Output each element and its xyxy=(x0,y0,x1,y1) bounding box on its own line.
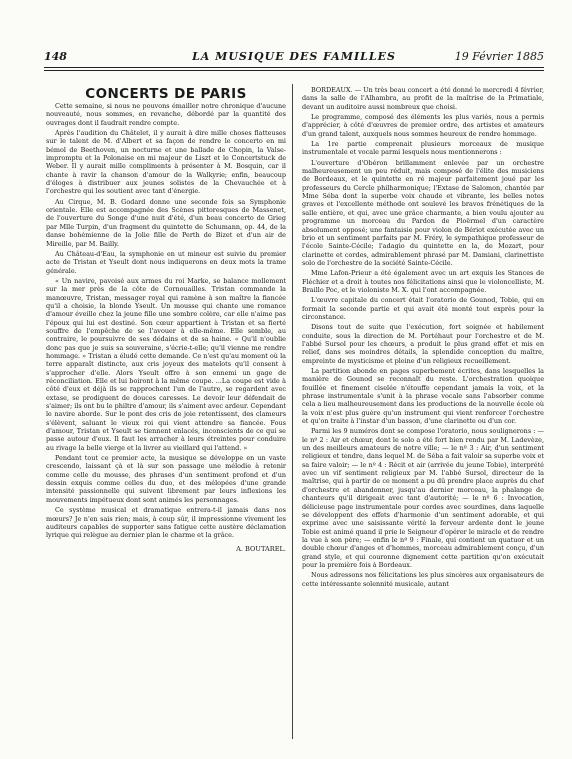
issue-date: 19 Février 1885 xyxy=(454,50,544,63)
article-heading: CONCERTS DE PARIS xyxy=(85,86,247,102)
journal-title: LA MUSIQUE DES FAMILLES xyxy=(192,50,396,63)
page-number: 148 xyxy=(44,50,67,63)
paragraph: Cette semaine, si nous ne pouvons émailler notre chronique d'aucune nouveauté, nous sommes, en revanche, débordé par la quantité des ouvrages dont il faudrait rendre compte. xyxy=(46,102,286,127)
header-rule-bottom xyxy=(44,70,544,71)
right-column xyxy=(302,86,544,736)
page-header xyxy=(44,50,544,66)
author-signature: A. BOUTAREL. xyxy=(236,544,286,553)
paragraph: L'œuvre capitale du concert était l'oratorio de Gounod, Tobie, qui en formait la seconde partie et qui avait été monté tout exprès pour la circonstance. xyxy=(302,296,544,321)
paragraph: Mme Lafon-Prieur a été également avec un art exquis les Stances de Fléchier et a droit à toutes nos félicitations ainsi que le violoncelliste, M. Braillo Poc, et le violoniste M. X. qui l'ont accompagnée. xyxy=(302,269,544,294)
paragraph: Le programme, composé des éléments les plus variés, nous a permis d'apprécier, à côté d'œuvres de premier ordre, des artistes et amateurs d'un grand talent, auxquels nous sommes heureux de rendre hommage. xyxy=(302,113,544,138)
paragraph: Après l'audition du Châtelet, il y aurait à dire mille choses flatteuses sur le talent de M. d'Albert et sa façon de rendre le concerto en mi bémol de Beethoven, un nocturne et une ballade de Chopin, la Valse-impromptu et la Polonaise en mi majeur de Liszt et le Concertstuck de Weber. Il y aurait mille compliments à présenter à M. Bosquin, car il chante à ravir la chanson d'amour de la Walkyrie; enfin, beaucoup d'éloges à distribuer aux jeunes solistes de la Chevauchée et à l'orchestre qui les soutient avec tant d'énergie. xyxy=(46,129,286,196)
left-column xyxy=(46,86,286,736)
paragraph: La 1re partie comprenait plusieurs morceaux de musique instrumentale et vocale parmi lesquels nous mentionnerons : xyxy=(302,140,544,157)
paragraph: « Un navire, pavoisé aux armes du roi Marke, se balance mollement sur la mer près de la côte de Cornouailles. Tristan commande la manœuvre, Tristan, messager royal qui ramène à son maître la fiancée qu'il a choisie, la blonde Yseult. Un mousse qui chante une romance d'amour éveille chez la jeune fille une sombre colère, car elle n'aime pas l'époux qui lui est destiné. Son cœur appartient à Tristan et sa fierté souffre de l'empêche de se l'avouer à elle-même. Elle semble, au contraire, le poursuivre de ses dédains et de sa haine. « Qu'il n'oublie donc pas que je suis sa souveraine, s'écrie-t-elle; qu'il vienne me rendre hommage. » Tristan a éludé cette demande. Ce n'est qu'au moment où la terre apparaît distincte, aux cris joyeux des matelots qu'il consent à s'approcher d'elle. Alors Yseult offre à son ennemi un gage de réconciliation. Elle et lui boiront à la même coupe. ...La coupe est vide à côté d'eux et déjà ils se rapprochent l'un de l'autre, se regardent avec extase, se prodiguent de douces caresses. Le devoir leur défendait de s'aimer; ils ont bu le philtre d'amour, ils s'aiment avec ardeur. Cependant le navire aborde. Sur le pont des cris de joie retentissent, des clameurs s'élèvent, saluant le vieux roi qui vient attendre sa fiancée. Fous d'amour, Tristan et Yseult se tiennent enlacés, inconscients de ce qui se passe autour d'eux. Il faut les arracher à leurs étreintes pour conduire au rivage la belle vierge et la livrer au vieillard qui l'attend. » xyxy=(46,276,286,452)
paragraph: L'ouverture d'Obéron brillamment enlevée par un orchestre malheureusement un peu réduit, mais composé de l'élite des musiciens de Bordeaux, et le quintette en ré majeur parfaitement joué par les professeurs du Cercle philharmonique; l'Extase de Salomon, chantée par Mme Séba dont la superbe voix chaude et vibrante, les belles notes graves et l'excellente méthode ont soulevé les bravos frénétiques de la salle entière, et qui, avec une grâce charmante, a bien voulu ajouter au programme un morceau du Pardon de Ploërmel d'un caractère absolument opposé; une fantaisie pour violon de Bériot exécutée avec un brio et un sentiment parfaits par M. Fréry, le sympathique professeur de l'école Sainte-Cécile; l'adagio du quintette en la, de Mozart, pour clarinette et cordes, admirablement phrasé par M. Damiani, clarinettiste solo de l'orchestre de la société Sainte-Cécile. xyxy=(302,158,544,267)
paragraph: BORDEAUX. — Un très beau concert a été donné le mercredi 4 février, dans la salle de l'Alhambra, au profit de la maîtrise de la Primatiale, devant un auditoire aussi nombreux que choisi. xyxy=(302,86,544,111)
paragraph: Ce système musical et dramatique entrera-t-il jamais dans nos mœurs? Je n'en sais rien; mais, à coup sûr, il impressionne vivement les auditeurs capables de supporter sans fatigue cette austère déclamation lyrique qui relègue au dernier plan le charme et la grâce. xyxy=(46,506,286,540)
header-rule-top xyxy=(44,67,544,68)
column-divider xyxy=(292,84,293,739)
paragraph: Au Château-d'Eau, la symphonie en ut mineur est suivie du premier acte de Tristan et Yseult dont nous indiquerons en deux mots la trame générale. xyxy=(46,249,286,275)
paragraph: La partition abonde en pages superbement écrites, dans lesquelles la manière de Gounod se reconnaît du reste. L'orchestration quoique fouillée et finement ciselée n'étouffe cependant jamais la voix, et la phrase instrumentale s'unit à la phrase vocale sans l'absorber comme cela a lieu malheureusement dans les productions de la nouvelle école où la voix n'est plus guère qu'un instrument qui vient renforcer l'orchestre et qu'on traite à l'instar d'un basson, d'une clarinette ou d'un cor. xyxy=(302,367,544,426)
paragraph: Nous adressons nos félicitations les plus sincères aux organisateurs de cette intéressante solennité musicale, autant xyxy=(302,571,544,588)
paragraph: Parmi les 9 numéros dont se compose l'oratorio, nous soulignerons : — le nº 2 : Air et chœur, dont le solo a été fort bien rendu par M. Ladevèze, un des meilleurs amateurs de notre ville; — le nº 3 : Air, d'un sentiment religieux et tendre, dans lequel M. de Séba a fait valoir sa superbe voix et sa faire valoir; — le nº 4 : Récit et air (arrivée du jeune Tobie), interprété avec un vif sentiment religieux par M. l'abbé Sursol, directeur de la maîtrise, qui à partir de ce moment a pu dû prendre place auprès du chef d'orchestre et abandonner, jusqu'au dernier morceau, la phalange de chanteurs qu'il dirigeait avec tant d'autorité; — le nº 6 : Invocation, délicieuse page instrumentale pour cordes avec sourdines, dans laquelle se développent des effets d'harmonie d'un sentiment adorable, et qui exprime avec une saisissante vérité la ferveur ardente dont le jeune Tobie est animé quand il prie le Seigneur d'opérer le miracle et de rendre la vue à son père; — enfin le nº 9 : Finale, qui contient un quatuor et un double chœur d'anges et d'hommes, morceau admirablement conçu, d'un grand style, et qui couronne dignement cette partition qu'on exécutait pour la première fois à Bordeaux. xyxy=(302,427,544,569)
paragraph: Disons tout de suite que l'exécution, fort soignée et habilement conduite, sous la direction de M. Portéhaut pour l'orchestre et de M. l'abbé Sursol pour les chœurs, a produit le plus grand effet et mis en relief, dans ses moindres détails, la splendide conception du maître, empreinte de mysticisme et pleine d'un religieux recueillement. xyxy=(302,323,544,365)
paragraph: Au Cirque, M. B. Godard donne une seconde fois sa Symphonie orientale. Elle est accompagnée des Scènes pittoresques de Massenet, de l'ouverture du Songe d'une nuit d'été, d'un beau concerto de Grieg par Mlle Turpin, d'un fragment du quintette de Schumann, op. 44, de la danse bohémienne de la Jolie fille de Perth de Bizet et d'un air de Mireille, par M. Bailly. xyxy=(46,197,286,248)
paragraph: Pendant tout ce premier acte, la musique se développe en un vaste crescendo, laissant çà et là sur son passage une mélodie à retenir comme celle du mousse, des phrases d'un sentiment profond et d'un dessin exquis comme celles du duo, et des mélopées d'une grande intensité passionnelle qui suivent librement par leurs inflexions les mouvements impétueux dont sont animés les personnages. xyxy=(46,454,286,504)
